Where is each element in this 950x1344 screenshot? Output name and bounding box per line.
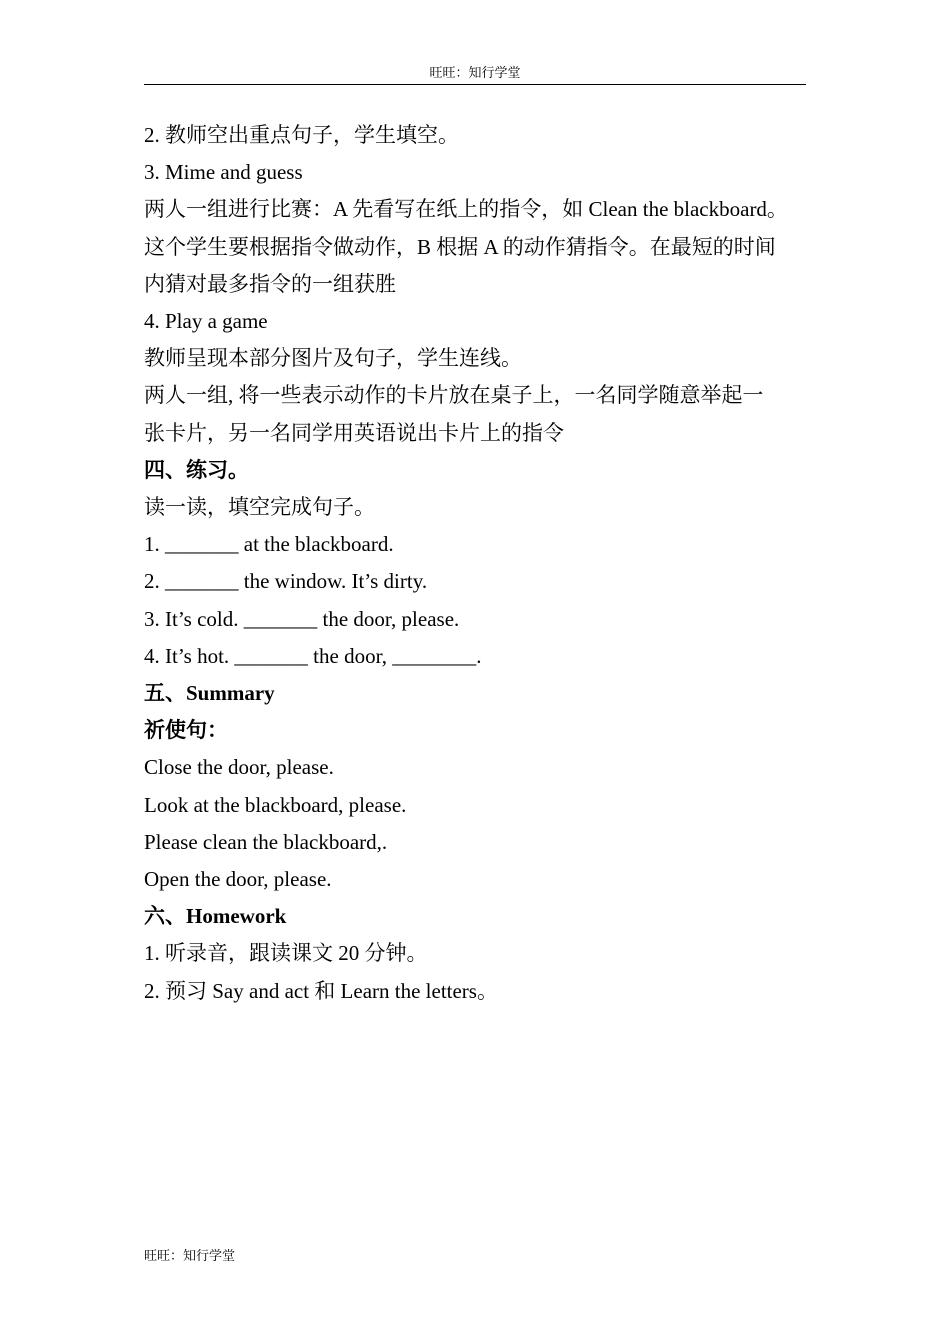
summary-subheading: 祈使句： bbox=[144, 718, 228, 743]
step-4-desc-2: 两人一组, 将一些表示动作的卡片放在桌子上，一名同学随意举起一 bbox=[144, 383, 764, 408]
summary-sentence-4: Open the door, please. bbox=[144, 867, 332, 892]
document-body bbox=[144, 117, 812, 1010]
step-4-title: 4. Play a game bbox=[144, 309, 268, 334]
step-3-desc-3: 内猜对最多指令的一组获胜 bbox=[144, 271, 396, 296]
header-text: 旺旺：知行学堂 bbox=[429, 65, 521, 80]
page-header bbox=[144, 62, 806, 85]
practice-instruction: 读一读，填空完成句子。 bbox=[144, 495, 375, 520]
exercise-item-4: 4. It’s hot. _______ the door, ________. bbox=[144, 643, 482, 668]
step-3-desc-1: 两人一组进行比赛：A 先看写在纸上的指令，如 Clean the blackboard。 bbox=[144, 197, 788, 222]
page-footer bbox=[144, 1246, 235, 1266]
step-4-desc-1: 教师呈现本部分图片及句子，学生连线。 bbox=[144, 346, 522, 371]
summary-sentence-2: Look at the blackboard, please. bbox=[144, 792, 407, 817]
section-summary-heading: 五、Summary bbox=[144, 681, 275, 706]
homework-item-1: 1. 听录音，跟读课文 20 分钟。 bbox=[144, 941, 428, 966]
step-4-desc-3: 张卡片，另一名同学用英语说出卡片上的指令 bbox=[144, 420, 564, 445]
step-2-fill-blank: 2. 教师空出重点句子，学生填空。 bbox=[144, 123, 459, 147]
exercise-item-3: 3. It’s cold. _______ the door, please. bbox=[144, 606, 460, 631]
step-3-title: 3. Mime and guess bbox=[144, 160, 303, 185]
step-3-desc-2: 这个学生要根据指令做动作，B 根据 A 的动作猜指令。在最短的时间 bbox=[144, 234, 776, 259]
summary-sentence-1: Close the door, please. bbox=[144, 755, 334, 780]
exercise-item-1: 1. _______ at the blackboard. bbox=[144, 532, 394, 557]
summary-sentence-3: Please clean the blackboard,. bbox=[144, 829, 388, 854]
exercise-item-2: 2. _______ the window. It’s dirty. bbox=[144, 569, 428, 594]
homework-item-2: 2. 预习 Say and act 和 Learn the letters。 bbox=[144, 978, 498, 1003]
section-practice-heading: 四、练习。 bbox=[144, 457, 249, 482]
footer-text: 旺旺：知行学堂 bbox=[144, 1248, 236, 1263]
section-homework-heading: 六、Homework bbox=[144, 904, 287, 929]
